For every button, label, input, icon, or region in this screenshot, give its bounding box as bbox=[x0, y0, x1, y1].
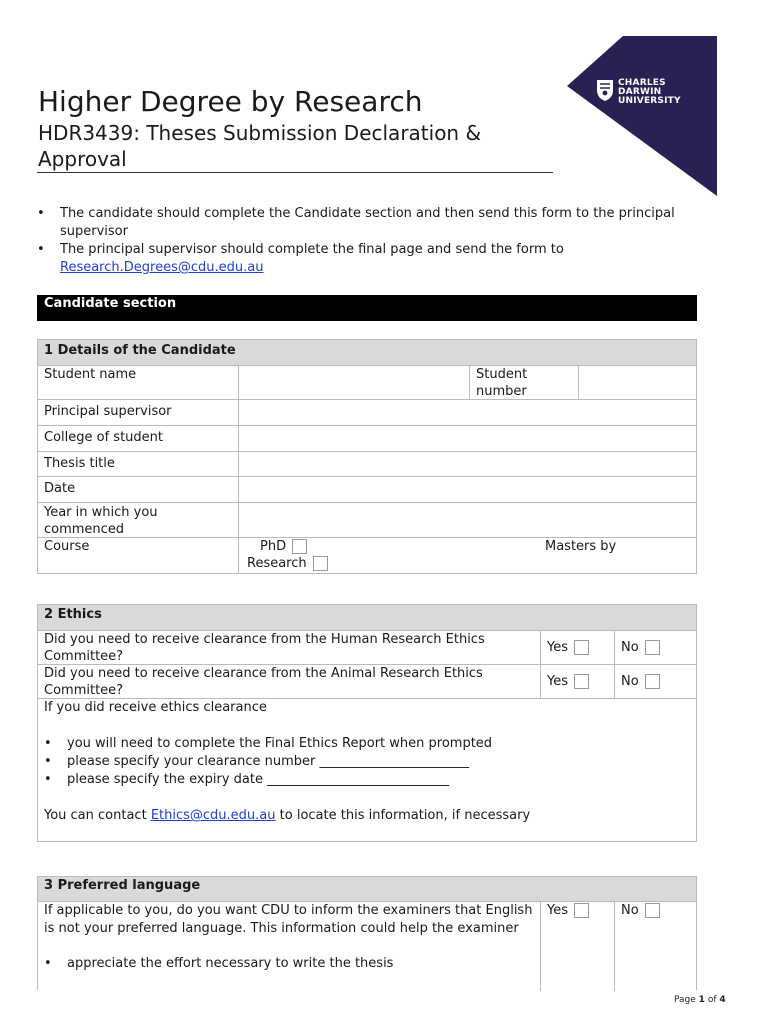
page-footer: Page 1 of 4 bbox=[674, 995, 726, 1005]
college-row bbox=[38, 426, 696, 452]
ethics-email-link[interactable]: Ethics@cdu.edu.au bbox=[150, 808, 276, 823]
ethics-animal-yes-checkbox[interactable] bbox=[574, 674, 589, 689]
instructions-list bbox=[37, 205, 737, 277]
language-no-checkbox[interactable] bbox=[645, 903, 660, 918]
page-subtitle: HDR3439: Theses Submission Declaration & Approval bbox=[38, 121, 482, 171]
page-title: Higher Degree by Research bbox=[38, 85, 423, 118]
language-yes: Yes bbox=[540, 902, 614, 991]
date-field[interactable] bbox=[238, 477, 696, 502]
date-row bbox=[38, 477, 696, 503]
thesis-title-label: Thesis title bbox=[44, 456, 115, 471]
ethics-animal-no-checkbox[interactable] bbox=[645, 674, 660, 689]
student-name-row bbox=[38, 366, 696, 400]
ethics-animal-question: Did you need to receive clearance from the Animal Research Ethics Committee? bbox=[44, 666, 483, 698]
language-row bbox=[38, 902, 696, 991]
ethics-human-no-checkbox[interactable] bbox=[645, 640, 660, 655]
ethics-human-row bbox=[38, 631, 696, 665]
language-heading: 3 Preferred language bbox=[38, 877, 696, 902]
course-row bbox=[38, 538, 696, 573]
supervisor-row bbox=[38, 400, 696, 426]
ethics-contact: You can contact Ethics@cdu.edu.au to locate this information, if necessary bbox=[44, 808, 531, 823]
masters-label: Masters by bbox=[545, 539, 617, 554]
ethics-bullet: • please specify the expiry date ____________________________ bbox=[44, 772, 450, 787]
divider bbox=[37, 172, 553, 173]
language-question-cell bbox=[38, 902, 540, 991]
ethics-info bbox=[38, 699, 696, 841]
candidate-section-header: Candidate section bbox=[37, 295, 697, 321]
ethics-bullet: • you will need to complete the Final Ethics Report when prompted bbox=[44, 736, 493, 751]
logo-text: CHARLES DARWIN UNIVERSITY bbox=[618, 78, 681, 106]
course-label: Course bbox=[44, 539, 90, 554]
ethics-section bbox=[37, 604, 697, 842]
ethics-animal-row bbox=[38, 665, 696, 699]
year-commenced-field[interactable] bbox=[238, 503, 696, 537]
instruction-item: • The candidate should complete the Candidate section and then send this form to the principal supervisor bbox=[37, 205, 737, 241]
details-section bbox=[37, 339, 697, 574]
details-heading: 1 Details of the Candidate bbox=[38, 340, 696, 366]
ethics-human-no: No bbox=[614, 631, 696, 664]
research-label: Research bbox=[247, 556, 307, 571]
ethics-human-yes-checkbox[interactable] bbox=[574, 640, 589, 655]
ethics-bullets bbox=[44, 735, 690, 789]
college-label: College of student bbox=[44, 430, 163, 445]
language-section bbox=[37, 876, 697, 990]
course-options bbox=[238, 538, 696, 573]
student-number-label: Student number bbox=[469, 366, 578, 399]
supervisor-label: Principal supervisor bbox=[44, 404, 172, 419]
student-name-label: Student name bbox=[44, 367, 137, 382]
ethics-if-received: If you did receive ethics clearance bbox=[44, 700, 267, 715]
language-question: If applicable to you, do you want CDU to inform the examiners that English is not your preferred language. This information could help the examiner bbox=[44, 903, 533, 936]
ethics-animal-no: No bbox=[614, 665, 696, 698]
language-yes-checkbox[interactable] bbox=[574, 903, 589, 918]
ethics-animal-yes: Yes bbox=[540, 665, 614, 698]
ethics-human-question: Did you need to receive clearance from the Human Research Ethics Committee? bbox=[44, 632, 485, 664]
student-name-field[interactable] bbox=[238, 366, 470, 399]
instruction-item: • The principal supervisor should complete the final page and send the form to Research.Degrees@cdu.edu.au bbox=[37, 241, 737, 277]
year-commenced-row bbox=[38, 503, 696, 538]
college-field[interactable] bbox=[238, 426, 696, 451]
student-number-field[interactable] bbox=[578, 366, 696, 399]
research-degrees-email-link[interactable]: Research.Degrees@cdu.edu.au bbox=[60, 260, 264, 275]
thesis-title-field[interactable] bbox=[238, 452, 696, 476]
date-label: Date bbox=[44, 481, 76, 496]
language-no: No bbox=[614, 902, 696, 991]
ethics-bullet: • please specify your clearance number _______________________ bbox=[44, 754, 469, 769]
supervisor-field[interactable] bbox=[238, 400, 696, 425]
thesis-title-row bbox=[38, 452, 696, 477]
language-bullet: • appreciate the effort necessary to write the thesis bbox=[44, 956, 394, 971]
cdu-logo bbox=[567, 36, 717, 196]
year-commenced-label: Year in which you commenced bbox=[44, 505, 158, 537]
masters-research-checkbox[interactable] bbox=[313, 556, 328, 571]
ethics-human-yes: Yes bbox=[540, 631, 614, 664]
phd-label: PhD bbox=[260, 539, 287, 554]
ethics-heading: 2 Ethics bbox=[38, 605, 696, 631]
phd-checkbox[interactable] bbox=[292, 539, 307, 554]
